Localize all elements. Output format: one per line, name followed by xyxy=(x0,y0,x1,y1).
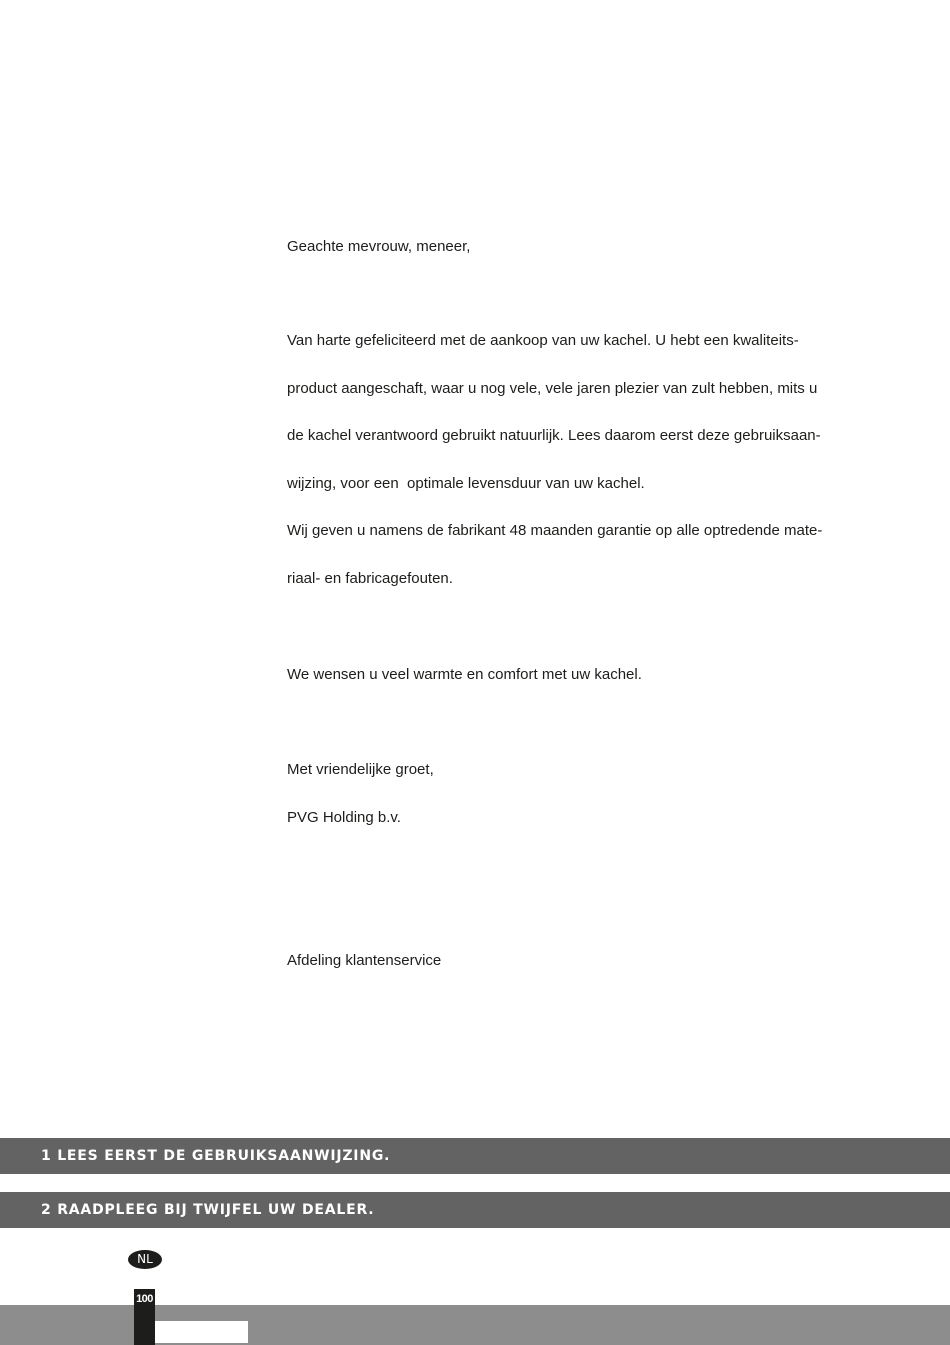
footer-white-strip xyxy=(155,1321,248,1343)
instruction-banner-text: 2 RAADPLEEG BIJ TWIJFEL UW DEALER. xyxy=(41,1202,375,1218)
page-number-tab xyxy=(134,1289,155,1345)
warranty-line: riaal- en fabricagefouten. xyxy=(287,570,453,587)
paragraph-line: product aangeschaft, waar u nog vele, vele jaren plezier van zult hebben, mits u xyxy=(287,380,818,397)
warranty-line: Wij geven u namens de fabrikant 48 maanden garantie op alle optredende mate- xyxy=(287,522,823,539)
department-name: Afdeling klantenservice xyxy=(287,952,442,969)
salutation: Geachte mevrouw, meneer, xyxy=(287,238,471,255)
wish-line: We wensen u veel warmte en comfort met uw kachel. xyxy=(287,666,642,683)
paragraph-line: wijzing, voor een optimale levensduur van uw kachel. xyxy=(287,475,645,492)
instruction-banner-1 xyxy=(0,1138,950,1174)
instruction-banner-text: 1 LEES EERST DE GEBRUIKSAANWIJZING. xyxy=(41,1148,391,1164)
company-name: PVG Holding b.v. xyxy=(287,809,401,826)
page-number: 100 xyxy=(136,1293,153,1305)
language-badge: NL xyxy=(128,1250,162,1269)
instruction-banner-2 xyxy=(0,1192,950,1228)
closing-line: Met vriendelijke groet, xyxy=(287,761,434,778)
paragraph-line: Van harte gefeliciteerd met de aankoop van uw kachel. U hebt een kwaliteits- xyxy=(287,332,799,349)
paragraph-line: de kachel verantwoord gebruikt natuurlijk. Lees daarom eerst deze gebruiksaan- xyxy=(287,427,821,444)
